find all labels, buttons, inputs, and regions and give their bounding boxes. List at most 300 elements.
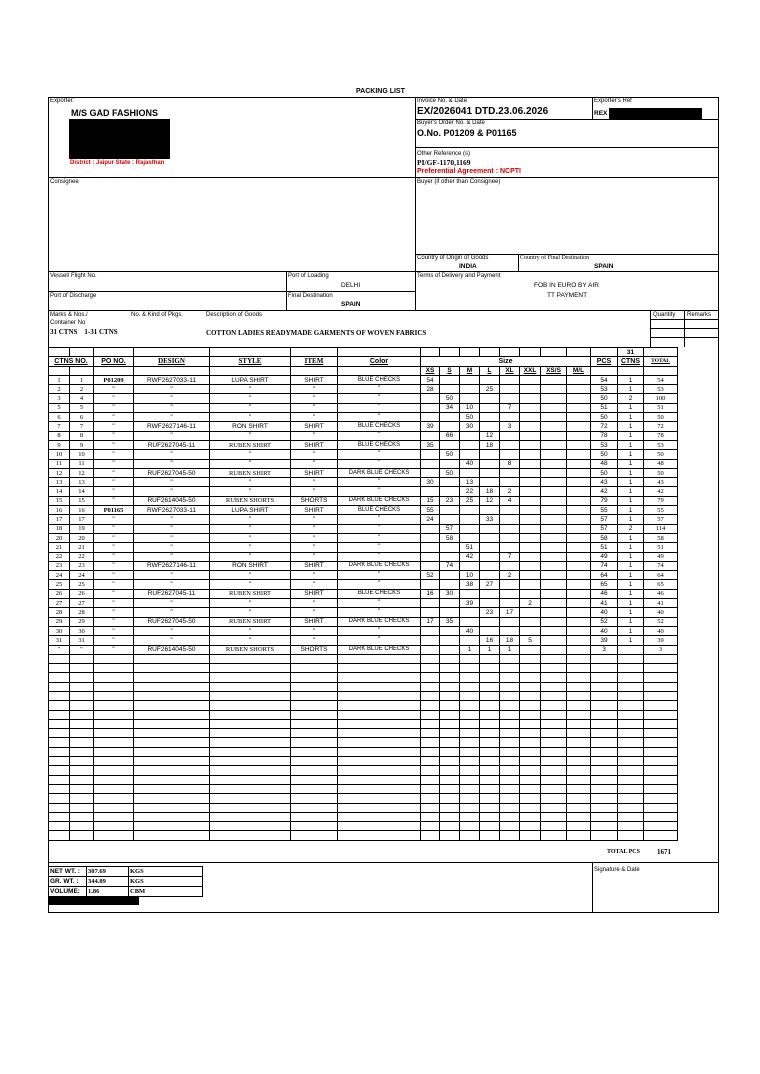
- table-cell: [460, 561, 480, 570]
- weight-value: 307.69: [87, 867, 129, 877]
- table-cell: ": [134, 515, 210, 524]
- table-cell: 1: [618, 440, 644, 449]
- table-cell: ": [94, 561, 134, 570]
- table-cell: 16: [70, 506, 94, 515]
- table-cell: 7: [500, 403, 520, 412]
- table-cell: 24: [49, 571, 70, 580]
- table-cell: [500, 599, 520, 608]
- table-cell: [480, 561, 500, 570]
- table-cell: [421, 524, 440, 533]
- table-cell: 7: [500, 552, 520, 561]
- terms-line1: FOB IN EURO BY AIR: [534, 282, 599, 289]
- port-loading-value: DELHI: [341, 282, 361, 289]
- size-xxl: XXL: [520, 366, 541, 375]
- table-cell: DARK BLUE CHECKS: [338, 561, 421, 570]
- table-cell: [500, 413, 520, 422]
- table-cell: ": [338, 552, 421, 561]
- table-cell: 5: [70, 403, 94, 412]
- table-cell: 23: [49, 561, 70, 570]
- table-cell: 23: [480, 608, 500, 617]
- table-cell: [541, 496, 567, 505]
- table-cell: [440, 385, 460, 394]
- table-cell: [541, 375, 567, 384]
- table-cell: 31: [70, 636, 94, 645]
- table-cell: [480, 478, 500, 487]
- table-cell: [541, 543, 567, 552]
- table-cell: ": [291, 459, 338, 468]
- table-cell: ": [94, 626, 134, 635]
- table-cell: [440, 571, 460, 580]
- table-cell: 51: [591, 403, 618, 412]
- table-cell: ": [291, 599, 338, 608]
- table-cell: [480, 533, 500, 542]
- table-cell: ": [291, 626, 338, 635]
- table-cell: [480, 468, 500, 477]
- table-cell: 1: [618, 543, 644, 552]
- buyer-order-label: Buyer's Order No. & Date: [417, 120, 485, 126]
- table-cell: 41: [591, 599, 618, 608]
- table-cell: 50: [644, 413, 678, 422]
- table-cell: [541, 561, 567, 570]
- redacted-signature: [48, 896, 139, 905]
- table-cell: 12: [480, 431, 500, 440]
- empty-row: [49, 701, 678, 710]
- table-cell: 22: [70, 552, 94, 561]
- table-cell: 51: [591, 543, 618, 552]
- table-cell: [541, 552, 567, 561]
- table-cell: RUBEN SHORTS: [210, 496, 291, 505]
- table-cell: 10: [49, 450, 70, 459]
- table-cell: [520, 645, 541, 654]
- table-cell: 2: [500, 487, 520, 496]
- table-cell: P01209: [94, 375, 134, 384]
- table-row: [49, 561, 678, 570]
- exporters-ref-value: REX: [594, 110, 608, 117]
- table-cell: 55: [591, 506, 618, 515]
- table-cell: ": [338, 403, 421, 412]
- table-cell: LUPA SHIRT: [210, 506, 291, 515]
- table-cell: 1: [618, 561, 644, 570]
- table-cell: SHORTS: [291, 496, 338, 505]
- table-cell: 35: [421, 440, 440, 449]
- origin-value: INDIA: [459, 263, 477, 270]
- table-cell: [440, 626, 460, 635]
- table-cell: ": [338, 608, 421, 617]
- table-row: [49, 580, 678, 589]
- empty-row: [49, 691, 678, 700]
- header-pcs: PCS: [591, 357, 618, 366]
- table-cell: RUF2627045-50: [134, 617, 210, 626]
- table-cell: 1: [49, 375, 70, 384]
- table-cell: RUBEN SHIRT: [210, 589, 291, 598]
- table-cell: DARK BLUE CHECKS: [338, 468, 421, 477]
- empty-row: [49, 766, 678, 775]
- table-cell: 58: [591, 533, 618, 542]
- empty-row: [49, 747, 678, 756]
- table-cell: ": [291, 571, 338, 580]
- table-cell: 6: [70, 413, 94, 422]
- table-cell: 23: [440, 496, 460, 505]
- table-cell: 2: [520, 599, 541, 608]
- table-cell: [520, 375, 541, 384]
- table-cell: [460, 608, 480, 617]
- table-cell: 12: [49, 468, 70, 477]
- size-s: S: [440, 366, 460, 375]
- table-cell: 49: [644, 552, 678, 561]
- table-cell: ": [291, 394, 338, 403]
- table-cell: [520, 413, 541, 422]
- table-cell: 26: [70, 589, 94, 598]
- kind-label: No. & Kind of Pkgs.: [131, 312, 184, 318]
- table-cell: ": [338, 599, 421, 608]
- table-cell: 16: [49, 506, 70, 515]
- packing-table: [48, 347, 678, 841]
- table-cell: ": [210, 487, 291, 496]
- table-cell: 50: [440, 468, 460, 477]
- table-cell: 8: [49, 431, 70, 440]
- table-cell: [520, 533, 541, 542]
- table-cell: 64: [591, 571, 618, 580]
- header-design: DESIGN: [134, 357, 210, 366]
- container-label: Container No: [50, 320, 86, 326]
- table-cell: 50: [644, 450, 678, 459]
- table-row: [49, 468, 678, 477]
- table-cell: ": [210, 543, 291, 552]
- table-cell: [480, 552, 500, 561]
- table-cell: SHIRT: [291, 440, 338, 449]
- table-row: [49, 552, 678, 561]
- header-po-no: PO NO.: [94, 357, 134, 366]
- table-cell: [520, 496, 541, 505]
- table-cell: [567, 478, 591, 487]
- buyer-order-value: O.No. P01209 & P01165: [417, 128, 517, 138]
- consignee-label: Consignee: [50, 179, 79, 185]
- table-cell: 57: [644, 515, 678, 524]
- table-cell: 1: [618, 580, 644, 589]
- table-cell: [567, 496, 591, 505]
- table-cell: [460, 515, 480, 524]
- table-row: [49, 487, 678, 496]
- table-cell: [421, 561, 440, 570]
- port-discharge-label: Port of Discharge: [50, 293, 97, 299]
- table-cell: RWF2627146-11: [134, 422, 210, 431]
- table-cell: [567, 552, 591, 561]
- other-ref-value: PI/GF-1170,1169: [417, 158, 471, 167]
- table-cell: ": [134, 413, 210, 422]
- table-cell: [460, 440, 480, 449]
- table-cell: ": [338, 385, 421, 394]
- table-cell: [567, 468, 591, 477]
- table-cell: ": [94, 645, 134, 654]
- table-cell: [460, 506, 480, 515]
- table-cell: [500, 617, 520, 626]
- table-cell: 21: [49, 543, 70, 552]
- table-row: [49, 608, 678, 617]
- table-cell: ": [210, 450, 291, 459]
- empty-row: [49, 784, 678, 793]
- exporter-name: M/S GAD FASHIONS: [71, 108, 159, 118]
- table-cell: 6: [49, 413, 70, 422]
- table-cell: 51: [644, 543, 678, 552]
- table-cell: [567, 413, 591, 422]
- table-cell: ": [94, 533, 134, 542]
- final-destination-value: SPAIN: [341, 301, 361, 308]
- table-cell: [460, 431, 480, 440]
- table-cell: [520, 506, 541, 515]
- table-cell: ": [291, 487, 338, 496]
- table-cell: SHIRT: [291, 589, 338, 598]
- table-cell: 4: [70, 394, 94, 403]
- vessel-label: Vessel/ Flight No.: [50, 273, 97, 279]
- description-label: Description of Goods: [206, 312, 263, 318]
- table-cell: ": [134, 431, 210, 440]
- table-cell: 27: [49, 599, 70, 608]
- table-cell: 2: [618, 524, 644, 533]
- table-cell: RON SHIRT: [210, 561, 291, 570]
- table-cell: [480, 422, 500, 431]
- table-cell: 16: [421, 589, 440, 598]
- table-cell: 9: [70, 440, 94, 449]
- table-cell: [541, 626, 567, 635]
- table-cell: 1: [70, 375, 94, 384]
- table-cell: 53: [591, 440, 618, 449]
- ctns-total-top: 31: [618, 348, 644, 357]
- table-cell: 57: [440, 524, 460, 533]
- table-cell: [541, 533, 567, 542]
- table-cell: [567, 459, 591, 468]
- table-cell: [440, 506, 460, 515]
- table-cell: [440, 422, 460, 431]
- table-cell: [520, 468, 541, 477]
- table-row: [49, 506, 678, 515]
- table-cell: ": [134, 478, 210, 487]
- table-cell: RUBEN SHIRT: [210, 468, 291, 477]
- table-cell: 27: [70, 599, 94, 608]
- table-cell: ": [338, 571, 421, 580]
- table-cell: 64: [644, 571, 678, 580]
- table-cell: [421, 487, 440, 496]
- table-cell: 17: [500, 608, 520, 617]
- table-cell: [567, 422, 591, 431]
- table-cell: [500, 626, 520, 635]
- table-cell: 54: [421, 375, 440, 384]
- table-cell: 20: [70, 533, 94, 542]
- table-cell: ": [94, 487, 134, 496]
- table-cell: 24: [70, 571, 94, 580]
- table-cell: 42: [460, 552, 480, 561]
- table-cell: [520, 589, 541, 598]
- table-cell: [567, 524, 591, 533]
- table-cell: [460, 533, 480, 542]
- table-cell: 30: [440, 589, 460, 598]
- invoice-label: Invoice No. & Date: [417, 98, 468, 104]
- table-cell: ": [94, 468, 134, 477]
- table-cell: [541, 413, 567, 422]
- table-cell: RWF2627033-11: [134, 375, 210, 384]
- table-cell: [421, 645, 440, 654]
- table-cell: 13: [49, 478, 70, 487]
- table-cell: 15: [49, 496, 70, 505]
- table-cell: RUBEN SHORTS: [210, 645, 291, 654]
- table-cell: 14: [70, 487, 94, 496]
- table-cell: 57: [591, 515, 618, 524]
- table-cell: [541, 403, 567, 412]
- table-cell: [520, 459, 541, 468]
- table-cell: RUF2614045-50: [134, 645, 210, 654]
- table-cell: 1: [618, 617, 644, 626]
- table-cell: 16: [480, 636, 500, 645]
- table-row: [49, 431, 678, 440]
- table-cell: ": [94, 422, 134, 431]
- table-cell: ": [291, 524, 338, 533]
- table-row: [49, 617, 678, 626]
- port-loading-label: Port of Loading: [288, 273, 329, 279]
- table-cell: [440, 543, 460, 552]
- preferential-agreement: Preferential Agreement : NCPTI: [417, 168, 521, 175]
- table-cell: 50: [440, 394, 460, 403]
- table-cell: 18: [500, 636, 520, 645]
- table-cell: [541, 599, 567, 608]
- table-cell: 1: [618, 608, 644, 617]
- table-cell: ": [338, 636, 421, 645]
- table-cell: 66: [440, 431, 460, 440]
- table-cell: [541, 487, 567, 496]
- table-cell: 50: [591, 468, 618, 477]
- table-cell: 10: [460, 403, 480, 412]
- table-cell: 1: [480, 645, 500, 654]
- table-cell: 31: [49, 636, 70, 645]
- table-cell: [567, 571, 591, 580]
- table-cell: [567, 440, 591, 449]
- table-cell: ": [210, 431, 291, 440]
- table-cell: [460, 636, 480, 645]
- table-cell: 52: [644, 617, 678, 626]
- table-cell: P01165: [94, 506, 134, 515]
- marks-value: 31 CTNS 1-31 CTNS: [50, 328, 118, 336]
- table-cell: ": [134, 459, 210, 468]
- table-cell: SHIRT: [291, 617, 338, 626]
- table-cell: 50: [440, 450, 460, 459]
- table-cell: ": [338, 478, 421, 487]
- table-cell: RUBEN SHIRT: [210, 440, 291, 449]
- table-cell: [567, 506, 591, 515]
- table-cell: ": [94, 413, 134, 422]
- table-cell: 1: [618, 459, 644, 468]
- table-cell: 52: [591, 617, 618, 626]
- table-cell: [440, 375, 460, 384]
- table-cell: 21: [70, 543, 94, 552]
- table-cell: 46: [591, 589, 618, 598]
- table-cell: ": [338, 533, 421, 542]
- table-cell: [421, 394, 440, 403]
- table-cell: [520, 524, 541, 533]
- table-cell: ": [210, 515, 291, 524]
- empty-row: [49, 775, 678, 784]
- table-cell: BLUE CHECKS: [338, 589, 421, 598]
- weight-row: [49, 877, 203, 887]
- table-cell: RUF2627045-50: [134, 468, 210, 477]
- table-cell: 50: [591, 413, 618, 422]
- table-cell: ": [134, 403, 210, 412]
- table-cell: [480, 617, 500, 626]
- table-cell: 78: [591, 431, 618, 440]
- table-row: [49, 636, 678, 645]
- weight-value: 344.89: [87, 877, 129, 887]
- table-cell: [567, 617, 591, 626]
- table-cell: 1: [618, 506, 644, 515]
- other-ref-label: Other Reference (s): [417, 151, 471, 157]
- table-cell: ": [134, 394, 210, 403]
- exporters-ref-label: Exporter's Ref: [594, 98, 632, 104]
- table-cell: DARK BLUE CHECKS: [338, 645, 421, 654]
- table-cell: ": [210, 599, 291, 608]
- table-cell: 35: [440, 617, 460, 626]
- table-cell: [541, 524, 567, 533]
- table-cell: 25: [480, 385, 500, 394]
- table-cell: BLUE CHECKS: [338, 375, 421, 384]
- table-cell: [541, 506, 567, 515]
- table-cell: [421, 533, 440, 542]
- table-cell: ": [291, 543, 338, 552]
- table-cell: RON SHIRT: [210, 422, 291, 431]
- table-cell: ": [210, 524, 291, 533]
- table-cell: ": [70, 645, 94, 654]
- table-cell: [440, 478, 460, 487]
- table-cell: [520, 617, 541, 626]
- table-cell: [480, 571, 500, 580]
- table-cell: ": [338, 487, 421, 496]
- table-cell: [500, 524, 520, 533]
- table-cell: 1: [618, 626, 644, 635]
- table-cell: 10: [460, 571, 480, 580]
- destination-country-label: Country of Final Destination: [520, 255, 590, 261]
- table-cell: [567, 487, 591, 496]
- table-cell: [480, 543, 500, 552]
- table-cell: ": [210, 459, 291, 468]
- empty-row: [49, 757, 678, 766]
- table-cell: 51: [460, 543, 480, 552]
- table-cell: [480, 375, 500, 384]
- table-cell: 15: [70, 496, 94, 505]
- table-cell: 72: [644, 422, 678, 431]
- table-cell: 17: [421, 617, 440, 626]
- weights-table: [48, 866, 203, 897]
- table-cell: ": [291, 636, 338, 645]
- table-cell: 18: [480, 487, 500, 496]
- table-cell: [520, 552, 541, 561]
- table-cell: ": [94, 636, 134, 645]
- table-cell: ": [94, 478, 134, 487]
- table-cell: 10: [70, 450, 94, 459]
- empty-row: [49, 664, 678, 673]
- table-cell: ": [210, 571, 291, 580]
- table-cell: 1: [500, 645, 520, 654]
- table-cell: 11: [70, 459, 94, 468]
- table-cell: BLUE CHECKS: [338, 440, 421, 449]
- table-cell: [440, 440, 460, 449]
- table-cell: 40: [460, 626, 480, 635]
- table-row: [49, 496, 678, 505]
- table-cell: [520, 487, 541, 496]
- table-cell: [567, 515, 591, 524]
- table-cell: 2: [500, 571, 520, 580]
- table-cell: 79: [644, 496, 678, 505]
- table-cell: 8: [500, 459, 520, 468]
- table-cell: [520, 394, 541, 403]
- weight-row: [49, 887, 203, 897]
- table-cell: ": [94, 385, 134, 394]
- table-cell: 5: [49, 403, 70, 412]
